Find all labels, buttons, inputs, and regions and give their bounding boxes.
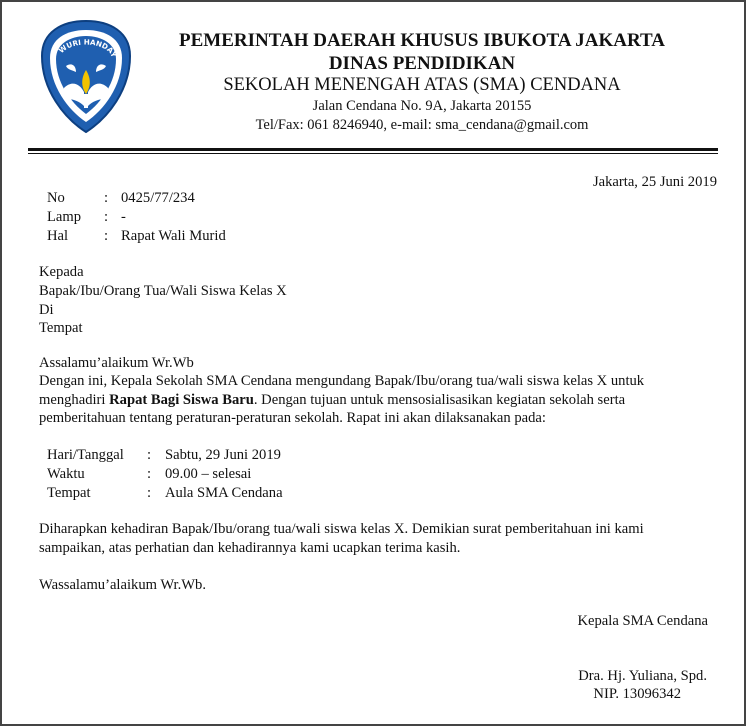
meta-value-hal: Rapat Wali Murid	[121, 228, 226, 244]
schedule-value-date: Sabtu, 29 Juni 2019	[165, 447, 281, 463]
meta-value-lamp: -	[121, 209, 126, 225]
schedule-label-place: Tempat	[47, 485, 91, 501]
schedule-sep: :	[147, 466, 152, 482]
meta-sep-hal: :	[104, 228, 109, 244]
letterhead-school-name: SEKOLAH MENENGAH ATAS (SMA) CENDANA	[223, 75, 621, 95]
recipient-line: Di	[39, 302, 54, 318]
recipient-line: Bapak/Ibu/Orang Tua/Wali Siswa Kelas X	[39, 283, 287, 299]
letterhead-divider-thick	[28, 148, 718, 151]
logo-motto-text: WURI HANDAY	[56, 37, 119, 59]
farewell: Wassalamu’alaikum Wr.Wb.	[39, 577, 206, 593]
event-name-bold: Rapat Bagi Siswa Baru	[109, 392, 254, 408]
schedule-sep: :	[147, 485, 152, 501]
body-line: pemberitahuan tentang peraturan-peraturan sekolah. Rapat ini akan dilaksanakan pada:	[39, 410, 546, 426]
meta-sep-lamp: :	[104, 209, 109, 225]
recipient-line: Kepada	[39, 264, 84, 280]
letterhead-divider-thin	[28, 153, 718, 154]
signature-name: Dra. Hj. Yuliana, Spd.	[578, 668, 707, 684]
tut-wuri-handayani-logo	[38, 18, 134, 136]
letterhead-department: DINAS PENDIDIKAN	[328, 53, 516, 74]
recipient-line: Tempat	[39, 320, 83, 336]
schedule-sep: :	[147, 447, 152, 463]
meta-label-no: No	[47, 190, 65, 206]
greeting: Assalamu’alaikum Wr.Wb	[39, 355, 194, 371]
body-text: menghadiri	[39, 392, 110, 408]
signature-nip: NIP. 13096342	[593, 686, 681, 702]
meta-label-lamp: Lamp	[47, 209, 82, 225]
schedule-value-time: 09.00 – selesai	[165, 466, 252, 482]
schedule-label-date: Hari/Tanggal	[47, 447, 124, 463]
meta-value-no: 0425/77/234	[121, 190, 195, 206]
signature-title: Kepala SMA Cendana	[577, 613, 708, 629]
body-line	[39, 392, 625, 409]
schedule-label-time: Waktu	[47, 466, 85, 482]
letterhead-address: Jalan Cendana No. 9A, Jakarta 20155	[312, 98, 532, 114]
letterhead-government: PEMERINTAH DAERAH KHUSUS IBUKOTA JAKARTA	[179, 30, 665, 51]
meta-label-hal: Hal	[47, 228, 69, 244]
closing-line: Diharapkan kehadiran Bapak/Ibu/orang tua/wali siswa kelas X. Demikian surat pemberitahuan ini kami	[39, 521, 644, 537]
schedule-value-place: Aula SMA Cendana	[165, 485, 283, 501]
letterhead-contact: Tel/Fax: 061 8246940, e-mail: sma_cendana@gmail.com	[255, 117, 589, 133]
letter-date: Jakarta, 25 Juni 2019	[592, 174, 717, 190]
closing-line: sampaikan, atas perhatian dan kehadirannya kami ucapkan terima kasih.	[39, 540, 461, 556]
body-text: . Dengan tujuan untuk mensosialisasikan kegiatan sekolah serta	[253, 392, 626, 408]
body-line: Dengan ini, Kepala Sekolah SMA Cendana mengundang Bapak/Ibu/orang tua/wali siswa kelas X untuk	[39, 373, 645, 389]
meta-sep-no: :	[104, 190, 109, 206]
